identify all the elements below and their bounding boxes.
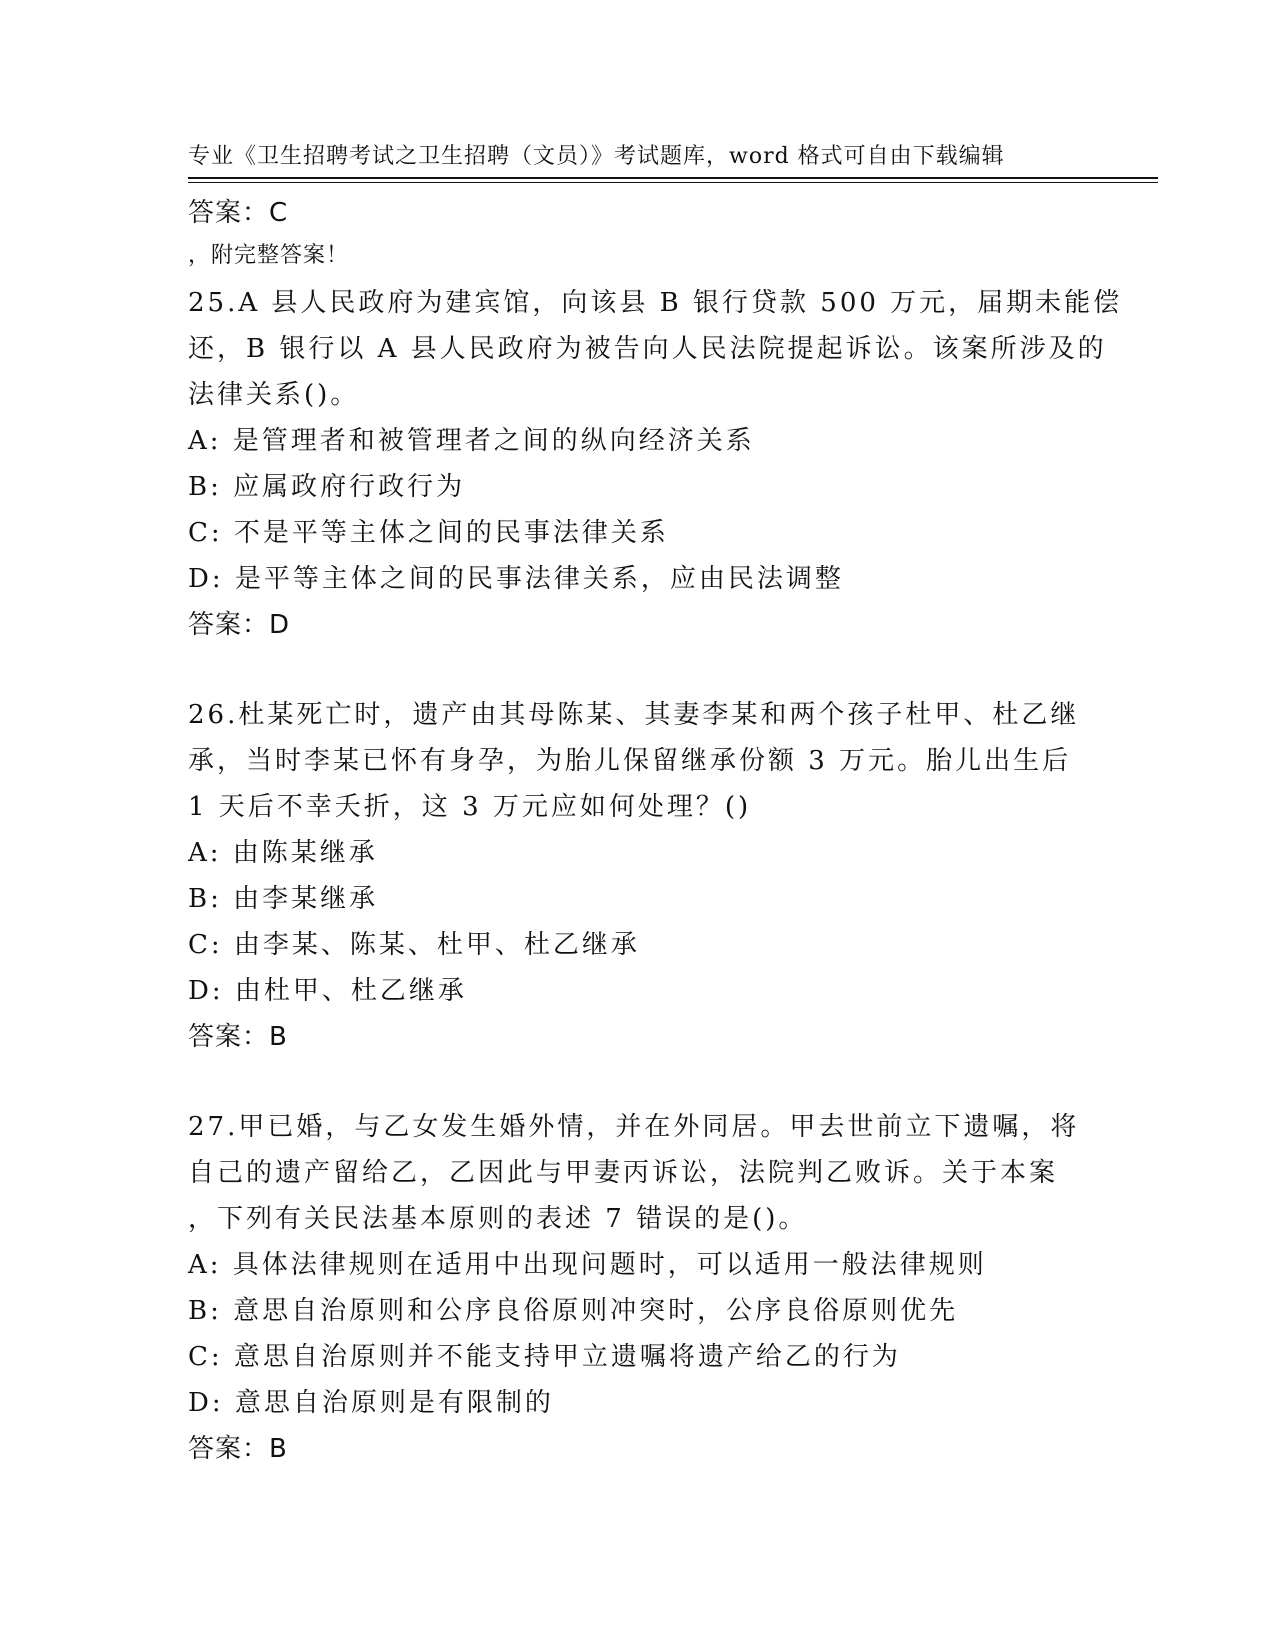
- document-body: [188, 190, 1123, 1472]
- header-rule-thick: [188, 177, 1158, 179]
- option-d: D: 意思自治原则是有限制的: [188, 1388, 554, 1418]
- question-stem-line: 法律关系()。: [188, 380, 360, 410]
- option-c: C: 由李某、陈某、杜甲、杜乙继承: [188, 930, 640, 960]
- option-c: C: 不是平等主体之间的民事法律关系: [188, 518, 669, 548]
- option-d: D: 由杜甲、杜乙继承: [188, 976, 467, 1006]
- question-25: [188, 280, 1123, 648]
- option-d: D: 是平等主体之间的民事法律关系，应由民法调整: [188, 564, 844, 594]
- answer-line: 答案：B: [188, 1022, 288, 1052]
- question-stem-line: 27.甲已婚，与乙女发生婚外情，并在外同居。甲去世前立下遗嘱，将: [188, 1112, 1080, 1142]
- question-stem-line: 1 天后不幸夭折，这 3 万元应如何处理？(): [188, 792, 752, 822]
- question-stem-line: 承，当时李某已怀有身孕，为胎儿保留继承份额 3 万元。胎儿出生后: [188, 746, 1072, 776]
- question-26: [188, 692, 1088, 1060]
- question-27: [188, 1104, 1088, 1472]
- option-b: B: 应属政府行政行为: [188, 472, 466, 502]
- answer-line: 答案：B: [188, 1434, 288, 1464]
- header-line-1: 专业《卫生招聘考试之卫生招聘（文员）》考试题库，word 格式可自由下载编辑: [188, 144, 1005, 169]
- question-stem-line: 25.A 县人民政府为建宾馆，向该县 B 银行贷款 500 万元，届期未能偿: [188, 288, 1123, 318]
- option-a: A: 具体法律规则在适用中出现问题时，可以适用一般法律规则: [188, 1250, 987, 1280]
- option-b: B: 由李某继承: [188, 884, 379, 914]
- option-b: B: 意思自治原则和公序良俗原则冲突时，公序良俗原则优先: [188, 1296, 959, 1326]
- question-stem-line: 自己的遗产留给乙，乙因此与甲妻丙诉讼，法院判乙败诉。关于本案: [188, 1158, 1059, 1188]
- option-c: C: 意思自治原则并不能支持甲立遗嘱将遗产给乙的行为: [188, 1342, 901, 1372]
- option-a: A: 由陈某继承: [188, 838, 378, 868]
- answer-line: 答案：D: [188, 610, 291, 640]
- question-stem-line: ，下列有关民法基本原则的表述 7 错误的是()。: [188, 1204, 808, 1234]
- question-stem-line: 26.杜某死亡时，遗产由其母陈某、其妻李某和两个孩子杜甲、杜乙继: [188, 700, 1080, 730]
- header-rule-thin: [188, 182, 1158, 183]
- header-line-2: ，附完整答案！: [188, 243, 350, 268]
- previous-answer: 答案：C: [188, 198, 289, 228]
- question-stem-line: 还，B 银行以 A 县人民政府为被告向人民法院提起诉讼。该案所涉及的: [188, 334, 1107, 364]
- option-a: A: 是管理者和被管理者之间的纵向经济关系: [188, 426, 755, 456]
